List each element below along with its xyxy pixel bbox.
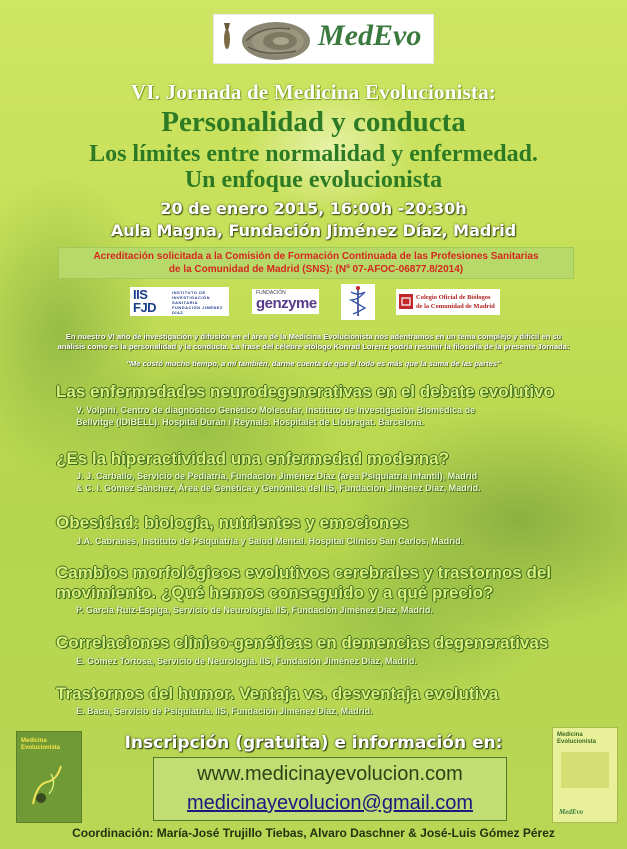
iis-short-name: IIS FJD (133, 287, 157, 315)
book-title: Medicina Evolucionista (557, 732, 597, 745)
talk-title: Correlaciones clínico-genéticas en demencias degenerativas (56, 633, 549, 652)
talk-speakers: E. Baca, Servicio de Psiquiatría. IIS, Fundación Jiménez Díaz, Madrid. (76, 706, 373, 716)
intro-text (22, 332, 605, 352)
medevo-logo (213, 14, 434, 64)
book-illustration-icon (27, 754, 71, 810)
event-date: 20 de enero 2015, 16:00h -20:30h (160, 199, 467, 218)
talk-speakers: V. Volpini, Centro de diagnóstico Genético Molecular, Instituto de Investigación Biomédica de Bellvitge (IDIBELL). Hospital Durán i Reynals. Hospitalet de Llobregat. Barcelona. (76, 405, 476, 427)
registration-heading: Inscripción (gratuita) e información en: (124, 733, 503, 753)
talk-title: Cambios morfológicos evolutivos cerebrales y trastornos del movimiento. ¿Qué hemos conseguido y a qué precio? (56, 563, 552, 602)
website-link[interactable]: www.medicinayevolucion.com (197, 763, 463, 785)
talk-title: Las enfermedades neurodegenerativas en el debate evolutivo (56, 382, 554, 401)
accreditation-line-2: de la Comunidad de Madrid (SNS): (Nº 07-AFOC-06877.8/2014) (168, 264, 464, 275)
talk-title: ¿Es la hiperactividad una enfermedad moderna? (56, 449, 449, 468)
book-brand: MedEvo (559, 808, 584, 816)
iis-fjd-logo (130, 287, 229, 316)
intro-line-1: En nuestro VI año de investigación y difusión en el área de la Medicina Evolucionista nos adentramos en un tema complejo y difícil en su (65, 332, 562, 341)
talk-speakers: E. Gómez Tortosa, Servicio de Neurología. IIS, Fundación Jiménez Díaz, Madrid. (76, 656, 417, 666)
genzyme-foundation-label: FUNDACIÓN (256, 290, 286, 296)
event-title: Personalidad y conducta (161, 106, 466, 138)
event-subtitle-2: Un enfoque evolucionista (184, 167, 443, 193)
genzyme-logo (252, 289, 319, 314)
event-venue: Aula Magna, Fundación Jiménez Díaz, Madrid (110, 221, 517, 240)
colegio-biologos-logo (396, 289, 500, 315)
accreditation-line-1: Acreditación solicitada a la Comisión de Formación Continuada de las Profesiones Sanitarias (93, 251, 539, 262)
book-text-block (561, 752, 609, 788)
lorenz-quote: "Me costó mucho tiempo, a mí también, darme cuenta de que el todo es más que la suma de las partes" (126, 359, 501, 368)
brand-name: MedEvo (318, 19, 422, 52)
talk-title: Obesidad: biología, nutrientes y emociones (56, 513, 409, 532)
event-edition: VI. Jornada de Medicina Evolucionista: (130, 80, 497, 104)
talk-speakers: P. García Ruiz-Espiga, Servicio de Neurología. IIS, Fundación Jiménez Díaz, Madrid. (76, 605, 433, 615)
talk-speakers: J.A. Cabranes, Instituto de Psiquiatría y Salud Mental. Hospital Clínico San Carlos, Madrid. (76, 536, 464, 546)
talk-speakers: J. J. Carballo, Servicio de Pediatría, Fundación Jiménez Díaz (área Psiquiatría infantil), Madrid & C. I. Gómez Sánchez, Área de Genética y Genómica del IIS, Fundación Jiménez Díaz, Madrid. (76, 471, 481, 493)
iis-full-name: INSTITUTO DE INVESTIGACIÓN SANITARIA FUNDACIÓN JIMÉNEZ DÍAZ (172, 290, 223, 315)
colegio-name: Colegio Oficial de Biólogos de la Comunidad de Madrid (416, 294, 495, 310)
book-title: Medicina Evolucionista (21, 738, 61, 751)
accreditation-box (58, 247, 574, 279)
caduceus-icon (341, 284, 375, 320)
aebm-logo (341, 284, 375, 320)
intro-line-2: análisis como es la personalidad y la conducta. La frase del célebre etólogo Konrad Lorenz podría resumir la filosofía de la presente Jornada: (57, 342, 570, 351)
genzyme-name: genzyme (256, 295, 317, 312)
talk-title: Trastornos del humor. Ventaja vs. desventaja evolutiva (56, 684, 499, 703)
coordination-credits: Coordinación: María-José Trujillo Tiebas, Alvaro Daschner & José-Luis Gómez Pérez (72, 826, 555, 840)
fossil-shell-icon (216, 17, 312, 61)
colegio-emblem-icon (399, 294, 413, 309)
contact-box (153, 757, 507, 821)
email-link[interactable]: medicinayevolucion@gmail.com (187, 792, 473, 814)
event-subtitle-1: Los límites entre normalidad y enfermedad. (89, 141, 538, 167)
